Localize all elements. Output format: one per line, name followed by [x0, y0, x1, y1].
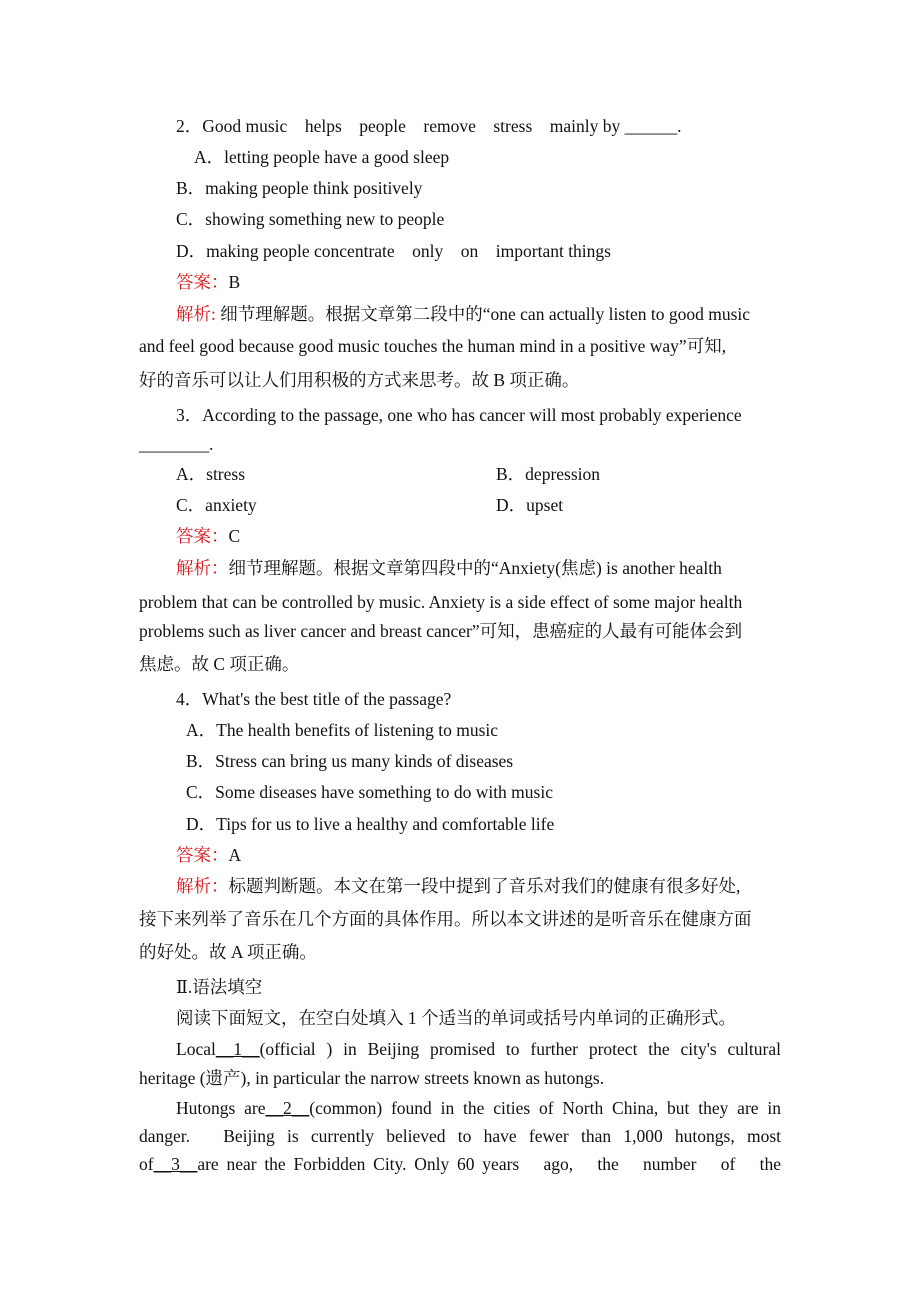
question-2-option-a: A．letting people have a good sleep	[194, 147, 450, 167]
question-2-analysis-line-3: 好的音乐可以让人们用积极的方式来思考。故 B 项正确。	[139, 370, 580, 390]
passage-text: (official ) in Beijing promised to further protect the city's cultural	[259, 1039, 781, 1059]
passage-text: are near the Forbidden City. Only 60 years ago, the number of the	[197, 1154, 781, 1174]
answer-value: B	[228, 272, 241, 292]
question-2-stem: 2．Good music helps people remove stress mainly by ______.	[176, 116, 682, 136]
question-3-stem-line-2: ________.	[139, 434, 214, 454]
question-4-analysis-line-3: 的好处。故 A 项正确。	[139, 942, 317, 962]
blank-3: __3__	[153, 1154, 198, 1174]
question-2-option-b: B．making people think positively	[176, 178, 423, 198]
analysis-text: 细节理解题。根据文章第二段中的“one can actually listen to good music	[215, 304, 751, 324]
question-4-option-a: A．The health benefits of listening to music	[186, 720, 499, 740]
passage-paragraph-1-line-2: heritage (遗产), in particular the narrow streets known as hutongs.	[139, 1068, 605, 1088]
question-3-analysis-line-3: problems such as liver cancer and breast cancer”可知，患癌症的人最有可能体会到	[139, 621, 743, 641]
analysis-text: 标题判断题。本文在第一段中提到了音乐对我们的健康有很多好处,	[228, 876, 741, 896]
question-2-option-c: C．showing something new to people	[176, 209, 445, 229]
passage-paragraph-2-line-1	[176, 1096, 781, 1120]
question-3-option-a: A．stress	[176, 464, 246, 484]
answer-value: C	[228, 526, 241, 546]
question-3-analysis-line-4: 焦虑。故 C 项正确。	[139, 654, 300, 674]
question-2-answer	[176, 270, 240, 294]
analysis-text: 细节理解题。根据文章第四段中的“Anxiety(焦虑) is another health	[228, 558, 722, 578]
question-2-option-d: D．making people concentrate only on important things	[176, 241, 611, 261]
question-3-option-d: D．upset	[496, 495, 564, 515]
passage-text: Hutongs are	[176, 1098, 266, 1118]
answer-label: 答案：	[176, 272, 229, 292]
question-3-option-c: C．anxiety	[176, 495, 257, 515]
blank-2: __2__	[265, 1098, 310, 1118]
question-3-analysis-line-1	[176, 556, 722, 580]
question-4-option-c: C．Some diseases have something to do with music	[186, 782, 553, 802]
passage-paragraph-2-line-2: danger. Beijing is currently believed to have fewer than 1,000 hutongs, most	[139, 1126, 781, 1146]
passage-paragraph-2-line-3	[139, 1152, 781, 1176]
analysis-label: 解析：	[176, 876, 229, 896]
section-2-instruction: 阅读下面短文，在空白处填入 1 个适当的单词或括号内单词的正确形式。	[176, 1008, 736, 1028]
analysis-label: 解析:	[176, 304, 216, 324]
question-4-analysis-line-1	[176, 874, 740, 898]
passage-text: (common) found in the cities of North China, but they are in	[309, 1098, 781, 1118]
passage-paragraph-1-line-1	[176, 1037, 781, 1061]
analysis-label: 解析：	[176, 558, 229, 578]
answer-label: 答案：	[176, 845, 229, 865]
question-4-answer	[176, 843, 241, 867]
question-4-option-d: D．Tips for us to live a healthy and comfortable life	[186, 814, 555, 834]
passage-text: Local	[176, 1039, 216, 1059]
question-3-answer	[176, 524, 240, 548]
question-3-stem-line-1: 3．According to the passage, one who has cancer will most probably experience	[176, 405, 742, 425]
question-2-analysis-line-1	[176, 302, 750, 326]
passage-text: of	[139, 1154, 154, 1174]
section-2-title: Ⅱ.语法填空	[176, 977, 263, 997]
question-4-analysis-line-2: 接下来列举了音乐在几个方面的具体作用。所以本文讲述的是听音乐在健康方面	[139, 909, 752, 929]
question-4-stem: 4．What's the best title of the passage?	[176, 689, 452, 709]
question-4-option-b: B．Stress can bring us many kinds of diseases	[186, 751, 514, 771]
question-3-option-b: B．depression	[496, 464, 601, 484]
answer-value: A	[228, 845, 242, 865]
answer-label: 答案：	[176, 526, 229, 546]
question-2-analysis-line-2: and feel good because good music touches the human mind in a positive way”可知,	[139, 336, 727, 356]
blank-1: __1__	[215, 1039, 260, 1059]
question-3-analysis-line-2: problem that can be controlled by music. Anxiety is a side effect of some major health	[139, 592, 743, 612]
